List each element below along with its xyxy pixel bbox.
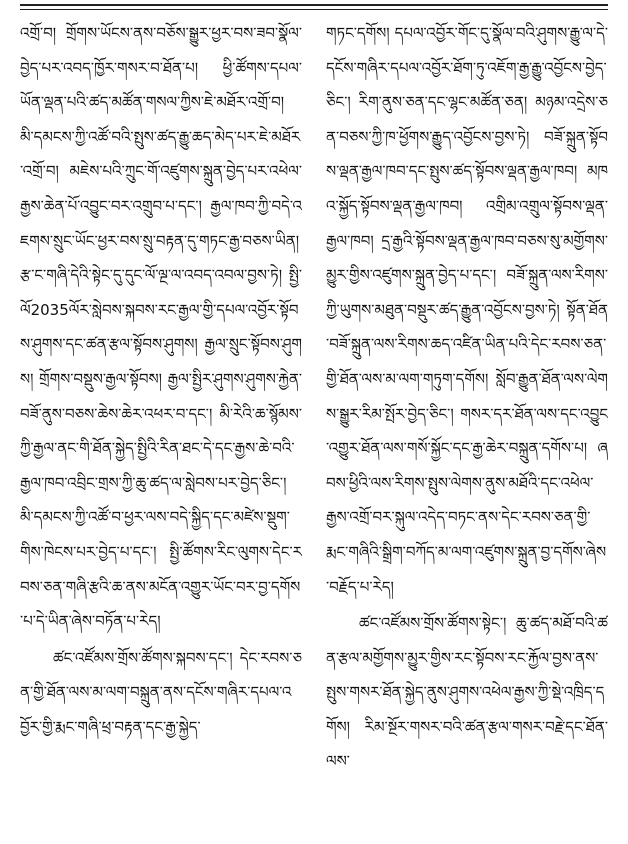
- paragraph: ཚང་འཛོམས་གྲོས་ཚོགས་སྟེང་། ཆུ་ཚད་མཐོ་བའི་ཚན་རྩལ་མགྱོགས་མྱུར་གྱིས་རང་སྟོབས་རང་རྐྱོལ་བྱས་ནས་སྤུས་གསར་ཐོན་སྐྱེད་ནུས་ཤུགས་འཕེལ་རྒྱས་ཀྱི་སྡེ་འཁྲིད་དགོས། རིམ་སྔོར་གསར་བའི་ཚན་རྩལ་གསར་བརྗེ་དང་ཐོན་ལས་: [326, 614, 608, 771]
- paragraph: ཚང་འཛོམས་གྲོས་ཚོགས་སྐབས་དང་། དེང་རབས་ཅན་གྱི་ཐོན་ལས་མ་ལག་བསྐྲུན་ནས་དངོས་གཞིར་དཔལ་འབྱོར་གྱི་རྨང་གཞི་ཕྲ་བརྟན་དང་རྒྱ་སྐྱེད་: [20, 648, 302, 736]
- left-column: [20, 16, 302, 836]
- right-column: [326, 16, 608, 836]
- paragraph: འགྲོ་བ། གྲོགས་ཡོངས་ནས་བཅོས་སྒྱུར་ཕྱར་བས་ཟབ་སྣོལ་བྱེད་པར་འབད་ཁྱོར་གསར་བ་ཐོན་པ། ཕྱི་ཚོགས་དཔལ་ཡོན་ལྡན་པའི་ཚད་མཚོན་གསལ་ཀྱིས་ཇེ་མཐོར་འགྲོ་བ། མི་དམངས་ཀྱི་འཚོ་བའི་སྤུས་ཚད་རྒྱུ་ཆད་མེད་པར་ཇེ་མཐོར་འགྲོ་བ། མཇེས་པའི་ཀྲུང་གོ་འཛུགས་སྐྲུན་བྱེད་པར་འཕེལ་རྒྱས་ཆེན་པོ་འབྱུང་བར་འགྲུབ་པ་དང་། རྒྱལ་ཁབ་ཀྱི་བདེ་འཇགས་སྲུང་ཡོང་ཕྱར་བས་སྲུ་བརྟན་དུ་གཏང་རྒྱ་བཅས་ཡིན། རྩ་ང་གཞི་དེའི་སྟེང་དུ་དུང་ལོ་ལྔ་ལ་འབད་འབལ་བྱས་ཏེ། སྤྱི་ལོ2035ལོར་སླེབས་སྐབས་རང་རྒྱལ་གྱི་དཔལ་འབྱོར་སྟོབས་ཤུགས་དང་ཚན་རྩལ་སྟོབས་ཤུགས། རྒྱལ་སྲུང་སྟོབས་ཤུགས། གྲོགས་བསྡུས་རྒྱལ་སྟོབས། རྒྱལ་སྤྱིར་ཤུགས་ཤུགས་རྐྱེན་བཟོ་ནུས་བཅས་ཆེས་ཆེར་འཕར་བ་དང་། མི་རེའི་ཆ་སྙོམས་ཀྱི་རྒྱལ་ནང་གི་ཐོན་སྐྱེད་སྤྱིའི་རིན་ཐང་དེ་དང་རྒྱས་ཆེ་བའི་རྒྱལ་ཁབ་འབྲིང་གྲས་ཀྱི་ཆུ་ཚད་ལ་སླེབས་པར་བྱེད་ཅིང་། མི་དམངས་ཀྱི་འཚོ་བ་ཕྱར་ལས་བདེ་སྐྱིད་དང་མཛེས་སྡུག་གིས་ཁེངས་པར་བྱེད་པ་དང་། སྤྱི་ཚོགས་རིང་ལུགས་དེང་རབས་ཅན་གཞི་རྩའི་ཆ་ནས་མངོན་འགྱུར་ཡོང་བར་བྱ་དགོས་པ་དེ་ཡིན་ཞེས་བཏོན་པ་རེད།: [20, 24, 302, 631]
- document-page: [20, 16, 608, 836]
- top-rule-thin: [20, 9, 608, 10]
- top-rule: [20, 4, 608, 6]
- paragraph: གཏང་དགོས། དཔལ་འབྱོར་གོང་དུ་སྣོལ་བའི་ཤུགས་རྒྱུ་ལ་དེ་དངོས་གཞིར་དཔལ་འབྱོར་ཐོག་ཏུ་འཇོག་རྒྱ་རྒྱུ་འབྱོངས་བྱེད་ཅིང་། རིག་ནུས་ཅན་དང་ལྷང་མཚོན་ཅན། མཉམ་འདྲེས་ཅན་བཅས་ཀྱི་ཁ་ཕྱོགས་རྒྱུད་འབྱོངས་བྱས་ཏེ། བཟོ་སྐྲུན་སྟོབས་ལྡན་རྒྱལ་ཁབ་དང་སྤུས་ཚད་སྟོབས་ལྡན་རྒྱལ་ཁབ། མཁའ་སྐྱོད་སྟོབས་ལྡན་རྒྱལ་ཁབ། འགྲིམ་འགྲུལ་སྟོབས་ལྡན་རྒྱལ་ཁབ། དྲ་རྒྱའི་སྟོབས་ལྡན་རྒྱལ་ཁབ་བཅས་སུ་མགྱོགས་མྱུར་གྱིས་འཛུགས་སྐྲུན་བྱེད་པ་དང་། བཟོ་སྐྲུན་ལས་རིགས་ཀྱི་ཡུགས་མཐུན་བསྡུར་ཚད་རྒྱུན་འབྱོངས་བྱས་ཏེ། སྟོན་ཐོན་བཟོ་སྐྲུན་ལས་རིགས་ཆད་འཛིན་ཡིན་པའི་དེང་རབས་ཅན་གྱི་ཐོན་ལས་མ་ལག་གཏུག་དགོས། སློབ་རྒྱུན་ཐོན་ལས་ལེགས་སྒྱུར་རིམ་སྤོར་བྱེད་ཅིང་། གསར་དར་ཐོན་ལས་དང་འབྱུང་འགྱུར་ཐོན་ལས་གསོ་སྐྱོང་དང་རྒྱ་ཆེར་བསྐྲུན་དགོས་པ། ཞབས་ཕྱིའི་ལས་རིགས་སྤུས་ལེགས་ནུས་མཐོའི་དང་འཕེལ་རྒྱས་འགྲོ་བར་སྐུལ་འདེད་བཏང་ནས་དེང་རབས་ཅན་གྱི་རྨང་གཞིའི་སྒྲིག་བཀོད་མ་ལག་འཛུགས་སྐྲུན་བྱ་དགོས་ཞེས་བརྗོད་པ་རེད།: [326, 24, 608, 596]
